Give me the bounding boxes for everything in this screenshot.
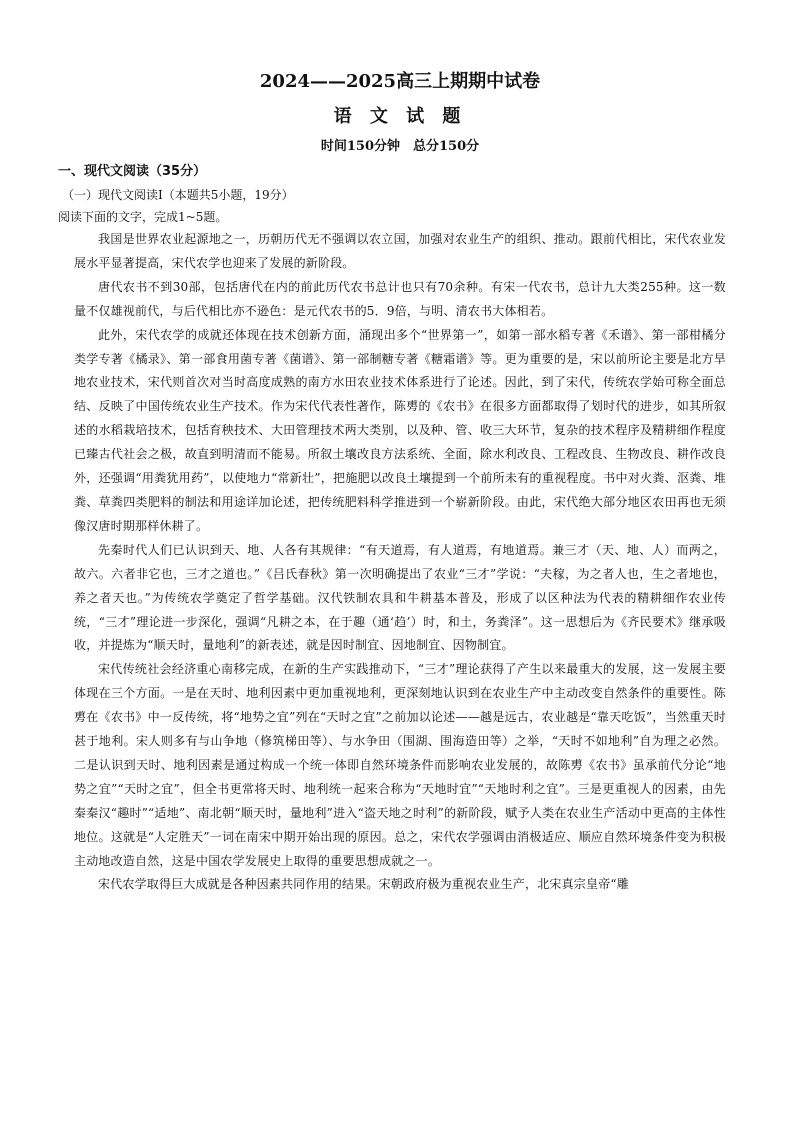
section-heading: 一、现代文阅读（35分） [58,164,207,179]
exam-page [58,64,726,897]
reading-passage [74,228,726,897]
time-and-score-line: 时间150分钟 总分150分 [320,139,480,154]
passage-paragraph: 唐代农书不到30部，包括唐代在内的前此历代农书总计也只有70余种。有宋一代农书，总计九大类255种。这一数量不仅雄视前代，与后代相比亦不逊色：是元代农书的5．9倍，与明、清农书大体相若。 [74,279,726,318]
passage-paragraph: 先秦时代人们已认识到天、地、人各有其规律：“有天道焉，有人道焉，有地道焉。兼三才（天、地、人）而两之，故六。六者非它也，三才之道也。”《吕氏春秋》第一次明确提出了农业“三才”学说：“夫稼，为之者人也，生之者地也，养之者天也。”为传统农学奠定了哲学基础。汉代铁制农具和牛耕基本普及，形成了以区种法为代表的精耕细作农业传统，“三才”理论进一步深化，强调“凡耕之本，在于趣（通‘趋’）时，和土，务粪泽”。这一思想后为《齐民要术》继承吸收，并提炼为“顺天时，量地利”的新表述，就是因时制宜、因地制宜、因物制宜。 [74,542,726,653]
reading-instruction: 阅读下面的文字，完成1~5题。 [58,210,228,224]
passage-paragraph: 我国是世界农业起源地之一，历朝历代无不强调以农立国，加强对农业生产的组织、推动。跟前代相比，宋代农业发展水平显著提高，宋代农学也迎来了发展的新阶段。 [74,232,726,270]
passage-paragraph: 此外，宋代农学的成就还体现在技术创新方面，涌现出多个“世界第一”，如第一部水稻专著《禾谱》、第一部柑橘分类学专著《橘录》、第一部食用菌专著《菌谱》、第一部制糖专著《糖霜谱》等。更为重要的是，宋以前所论主要是北方旱地农业技术，宋代则首次对当时高度成熟的南方水田农业技术体系进行了论述。因此，到了宋代，传统农学始可称全面总结、反映了中国传统农业生产技术。作为宋代代表性著作，陈旉的《农书》在很多方面都取得了划时代的进步，如其所叙述的水稻栽培技术，包括育秧技术、大田管理技术两大类别，以及种、管、收三大环节，复杂的技术程序及精耕细作程度已臻古代社会之极，故直到明清而不能易。所叙土壤改良方法系统、全面，除水利改良、工程改良、生物改良、耕作改良外，还强调“用粪犹用药”，以使地力“常新壮”，把施肥以改良土壤提到一个前所未有的重视程度。书中对火粪、沤粪、堆粪、草粪四类肥料的制法和用途详加论述，把传统肥料科学推进到一个崭新阶段。由此，宋代绝大部分地区农田再也无须像汉唐时期那样休耕了。 [74,327,726,533]
sub-section-heading: （一）现代文阅读Ⅰ（本题共5小题，19分） [62,188,294,202]
subject-title: 语 文 试 题 [333,106,467,127]
passage-paragraph: 宋代农学取得巨大成就是各种因素共同作用的结果。宋朝政府极为重视农业生产，北宋真宗皇帝“雕 [98,877,629,892]
exam-title: 2024——2025高三上期期中试卷 [259,71,541,92]
passage-paragraph: 宋代传统社会经济重心南移完成，在新的生产实践推动下，“三才”理论获得了产生以来最重大的发展，这一发展主要体现在三个方面。一是在天时、地利因素中更加重视地利，更深刻地认识到在农业生产中主动改变自然条件的重要性。陈旉在《农书》中一反传统，将“地势之宜”列在“天时之宜”之前加以论述——越是远古，农业越是“靠天吃饭”，当然重天时甚于地利。宋人则多有与山争地（修筑梯田等）、与水争田（围湖、围海造田等）之举，“天时不如地利”自为理之必然。二是认识到天时、地利因素是通过构成一个统一体即自然环境条件而影响农业发展的，故陈旉《农书》虽承前代分论“地势之宜”“天时之宜”，但全书更常将天时、地利统一起来合称为“天地时宜”“天地时利之宜”。三是更重视人的因素，由先秦秦汉“趣时”“适地”、南北朝“顺天时，量地利”进入“盗天地之时利”的新阶段，赋予人类在农业生产活动中更高的主体性地位。这就是“人定胜天”一词在南宋中期开始出现的原因。总之，宋代农学强调由消极适应、顺应自然环境条件变为积极主动地改造自然，这是中国农学发展史上取得的重要思想成就之一。 [74,662,726,868]
